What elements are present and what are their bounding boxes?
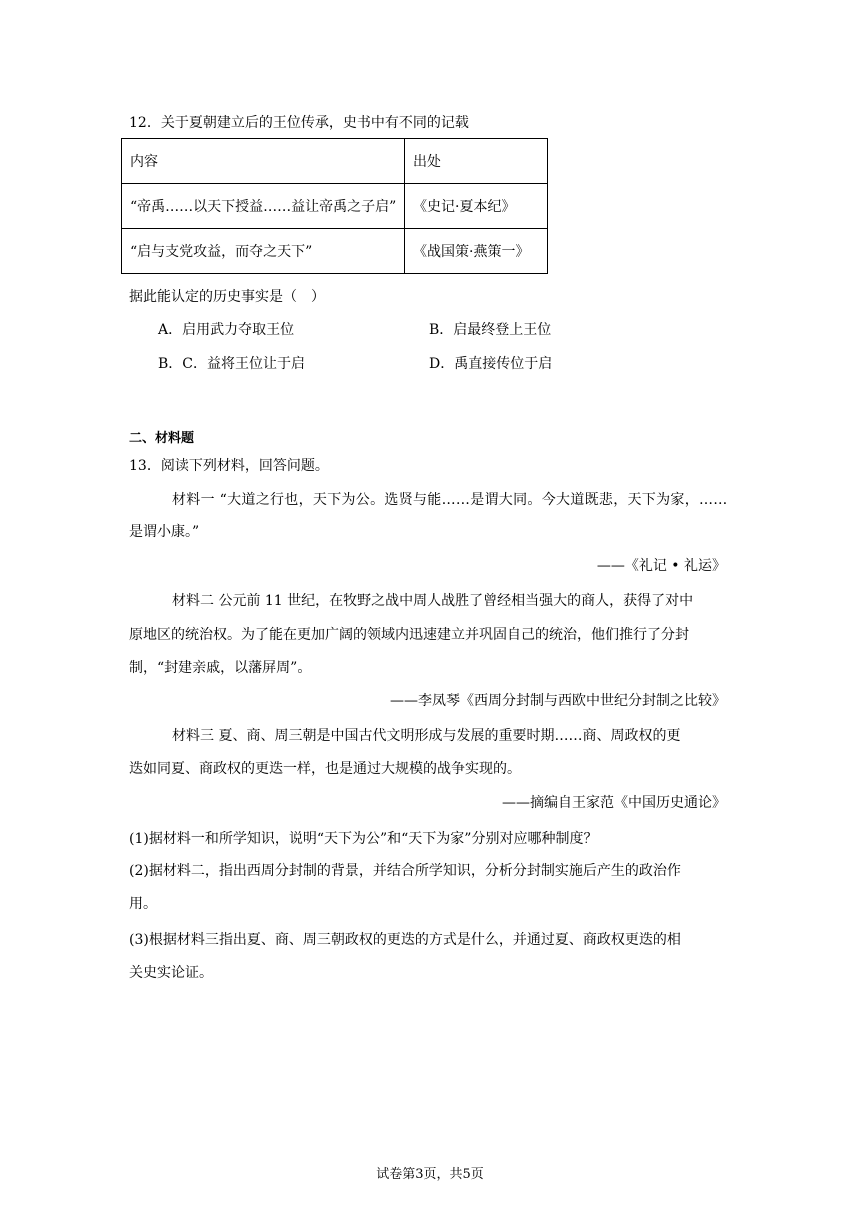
table-cell-source: 《战国策·燕策一》 bbox=[405, 229, 548, 274]
sub-question-2-cont: 用。 bbox=[129, 896, 157, 912]
question-12-text: 12．关于夏朝建立后的王位传承，史书中有不同的记载 bbox=[129, 115, 469, 131]
records-table bbox=[121, 138, 548, 274]
material-1-line: 是谓小康。” bbox=[129, 524, 200, 540]
table-cell-source: 《史记·夏本纪》 bbox=[405, 184, 548, 229]
material-1-source: ——《礼记 • 礼运》 bbox=[596, 558, 726, 574]
option-a[interactable]: A．启用武力夺取王位 bbox=[158, 322, 295, 338]
sub-question-2: (2)据材料二，指出西周分封制的背景，并结合所学知识，分析分封制实施后产生的政治作 bbox=[129, 863, 681, 879]
table-cell-content: “帝禹……以天下授益……益让帝禹之子启” bbox=[122, 184, 405, 229]
table-header-content: 内容 bbox=[122, 139, 405, 184]
material-2-line: 材料二 公元前 11 世纪，在牧野之战中周人战胜了曾经相当强大的商人，获得了对中 bbox=[172, 593, 694, 609]
sub-question-3: (3)根据材料三指出夏、商、周三朝政权的更迭的方式是什么，并通过夏、商政权更迭的相 bbox=[129, 932, 681, 948]
table-row bbox=[122, 184, 548, 229]
page-footer: 试卷第3页，共5页 bbox=[376, 1167, 484, 1182]
table-header-row bbox=[122, 139, 548, 184]
table-cell-content: “启与支党攻益，而夺之天下” bbox=[122, 229, 405, 274]
material-3-source: ——摘编自王家范《中国历史通论》 bbox=[502, 795, 726, 811]
section-title: 二、材料题 bbox=[129, 431, 195, 446]
material-1-line: 材料一 “大道之行也，天下为公。选贤与能……是谓大同。今大道既悲，天下为家，…… bbox=[172, 492, 728, 508]
table-header-source: 出处 bbox=[405, 139, 548, 184]
sub-question-1: (1)据材料一和所学知识，说明“天下为公”和“天下为家”分别对应哪种制度？ bbox=[129, 831, 598, 847]
option-c[interactable]: B．C．益将王位让于启 bbox=[158, 356, 305, 372]
material-3-line: 迭如同夏、商政权的更迭一样，也是通过大规模的战争实现的。 bbox=[129, 761, 521, 777]
material-2-line: 制，“封建亲戚，以藩屏周”。 bbox=[129, 660, 312, 676]
material-2-source: ——李凤琴《西周分封制与西欧中世纪分封制之比较》 bbox=[390, 693, 726, 709]
question-12-stem: 据此能认定的历史事实是（ ） bbox=[129, 289, 325, 305]
material-2-line: 原地区的统治权。为了能在更加广阔的领域内迅速建立并巩固自己的统治，他们推行了分封 bbox=[129, 627, 689, 643]
option-d[interactable]: D．禹直接传位于启 bbox=[429, 356, 553, 372]
option-b[interactable]: B．启最终登上王位 bbox=[429, 322, 552, 338]
material-3-line: 材料三 夏、商、周三朝是中国古代文明形成与发展的重要时期……商、周政权的更 bbox=[172, 728, 681, 744]
question-13-text: 13．阅读下列材料，回答问题。 bbox=[129, 458, 329, 474]
sub-question-3-cont: 关史实论证。 bbox=[129, 965, 213, 981]
table-row bbox=[122, 229, 548, 274]
